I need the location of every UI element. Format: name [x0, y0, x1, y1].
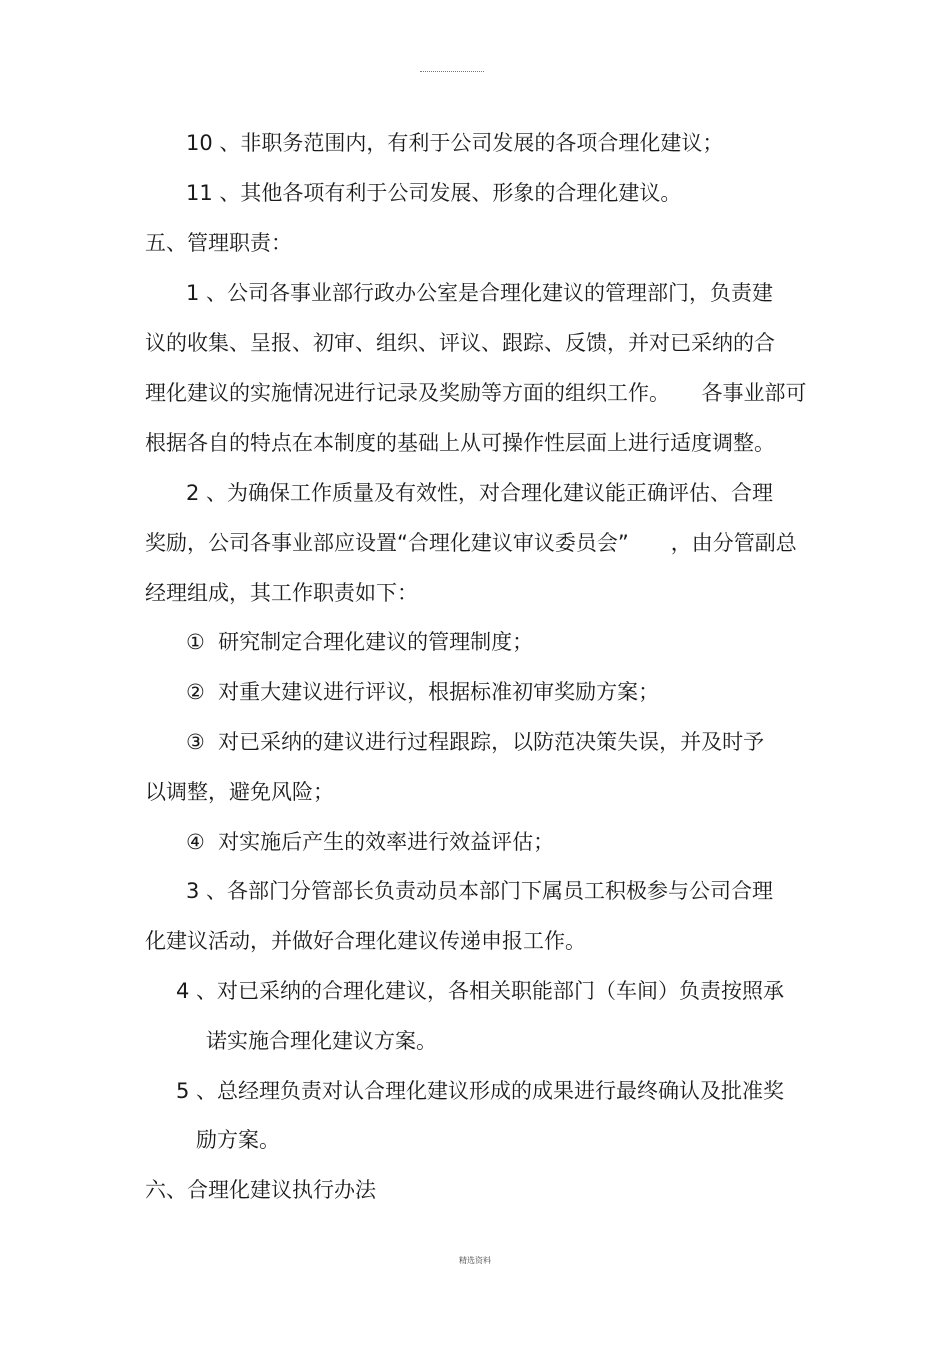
- text-line: 奖励，公司各事业部应设置“合理化建议审议委员会” ，由分管副总: [145, 531, 797, 555]
- text-line: 诺实施合理化建议方案。: [206, 1029, 437, 1053]
- text-line: 4 、对已采纳的合理化建议，各相关职能部门（车间）负责按照承: [176, 979, 785, 1003]
- footer-label: 精选资料: [459, 1256, 491, 1265]
- text-line: 化建议活动，并做好合理化建议传递申报工作。: [145, 929, 586, 953]
- section-heading: 六、合理化建议执行办法: [145, 1178, 376, 1202]
- text-line: 议的收集、呈报、初审、组织、评议、跟踪、反馈，并对已采纳的合: [145, 331, 775, 355]
- text-line: 5 、总经理负责对认合理化建议形成的成果进行最终确认及批准奖: [176, 1079, 785, 1103]
- text-line: 10 、非职务范围内，有利于公司发展的各项合理化建议；: [186, 131, 724, 155]
- list-item: ② 对重大建议进行评议，根据标准初审奖励方案；: [186, 680, 660, 704]
- header-rule: [420, 71, 484, 72]
- text-line: 励方案。: [196, 1128, 280, 1152]
- text-line: 理化建议的实施情况进行记录及奖励等方面的组织工作。 各事业部可: [145, 381, 807, 405]
- text-line: 1 、公司各事业部行政办公室是合理化建议的管理部门，负责建: [186, 281, 774, 305]
- text-line: 3 、各部门分管部长负责动员本部门下属员工积极参与公司合理: [186, 879, 774, 903]
- list-item: ① 研究制定合理化建议的管理制度；: [186, 630, 534, 654]
- list-item: ③ 对已采纳的建议进行过程跟踪，以防范决策失误，并及时予: [186, 730, 765, 754]
- text-line: 以调整，避免风险；: [145, 780, 334, 804]
- text-line: 经理组成，其工作职责如下：: [145, 581, 418, 605]
- text-line: 根据各自的特点在本制度的基础上从可操作性层面上进行适度调整。: [145, 431, 775, 455]
- section-heading: 五、管理职责：: [145, 231, 292, 255]
- text-line: 2 、为确保工作质量及有效性，对合理化建议能正确评估、合理: [186, 481, 774, 505]
- list-item: ④ 对实施后产生的效率进行效益评估；: [186, 830, 555, 854]
- text-line: 11 、其他各项有利于公司发展、形象的合理化建议。: [186, 181, 682, 205]
